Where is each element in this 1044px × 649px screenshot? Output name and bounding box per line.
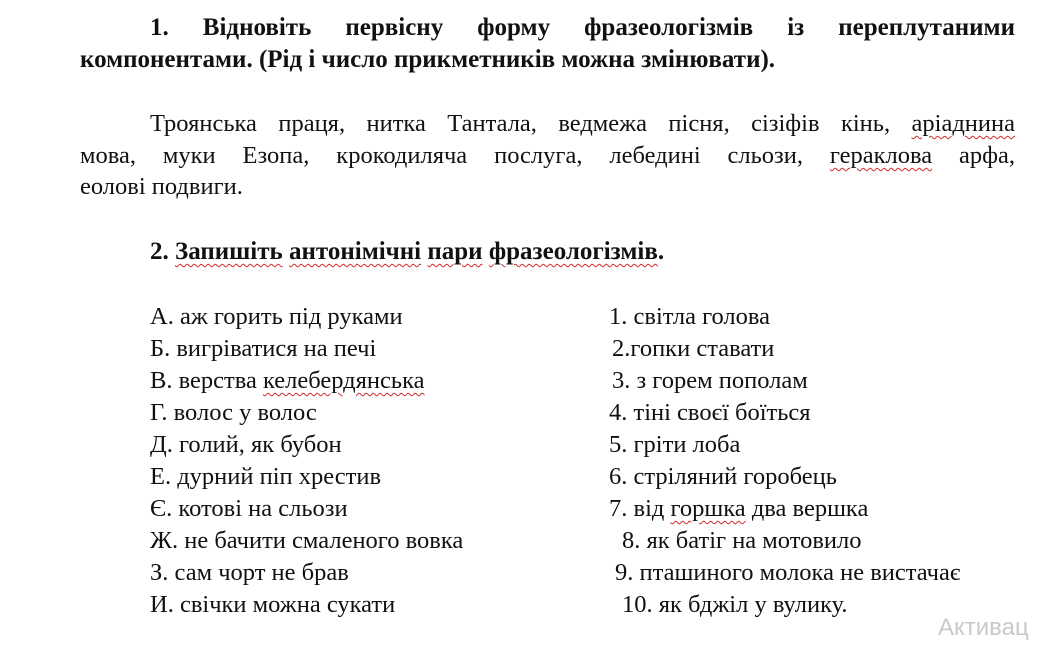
left-item-a: А. аж горить під руками xyxy=(150,303,403,330)
task1-text-line2-c: арфа, xyxy=(932,142,1016,169)
task1-text-line3: еолові подвиги. xyxy=(80,173,243,200)
right-item-8: 8. як батіг на мотовило xyxy=(622,527,862,554)
task1-text-line1-a: Троянська праця, нитка Тантала, ведмежа пісня, сізіфів кінь, xyxy=(150,110,912,137)
left-item-y: И. свічки можна сукати xyxy=(150,591,396,618)
left-item-ye: Є. котові на сльози xyxy=(150,495,348,522)
left-item-v-misspelled: келебердянська xyxy=(262,367,425,394)
task1-title-line1: 1. Відновіть первісну форму фразеологізмів із переплутаними xyxy=(150,14,1015,41)
right-item-7-misspelled: горшка xyxy=(670,495,746,522)
right-item-5: 5. гріти лоба xyxy=(609,431,741,458)
task2-title-end: . xyxy=(657,238,665,265)
left-item-v-text: В. верства xyxy=(150,367,263,394)
right-item-7-text: 7. від xyxy=(609,495,671,522)
task1-text-line1-misspelled: аріаднина xyxy=(911,110,1015,137)
left-item-v xyxy=(150,365,424,396)
task2-title xyxy=(150,236,664,268)
task2-title-word2: антонімічні xyxy=(288,238,422,265)
task1-text-line1 xyxy=(80,108,1015,139)
left-item-zh: Ж. не бачити смаленого вовка xyxy=(150,527,464,554)
right-item-2: 2.гопки ставати xyxy=(612,335,775,362)
right-item-6: 6. стріляний горобець xyxy=(609,463,837,490)
task1-text-line2-misspelled: гераклова xyxy=(829,142,933,169)
left-item-z: З. сам чорт не брав xyxy=(150,559,349,586)
left-item-h: Г. волос у волос xyxy=(150,399,317,426)
left-item-e: Е. дурний піп хрестив xyxy=(150,463,382,490)
task1-title-line2: компонентами. (Рід і число прикметників можна змінювати). xyxy=(80,46,776,73)
activation-watermark: Активац xyxy=(938,614,1029,641)
right-item-10: 10. як бджіл у вулику. xyxy=(622,591,848,618)
right-item-4: 4. тіні своєї боїться xyxy=(609,399,811,426)
task2-title-word1: Запишіть xyxy=(175,238,283,265)
task1-text-line2 xyxy=(80,140,1015,171)
left-item-d: Д. голий, як бубон xyxy=(150,431,342,458)
right-item-3: 3. з горем пополам xyxy=(612,367,808,394)
task2-title-word4: фразеологізмів xyxy=(488,238,658,265)
task1-text-line2-a: мова, муки Езопа, крокодиляча послуга, лебедині сльози, xyxy=(80,142,830,169)
task2-title-word3: пари xyxy=(427,238,483,265)
task2-title-num: 2. xyxy=(150,238,175,265)
right-item-7-tail: два вершка xyxy=(745,495,869,522)
right-item-7 xyxy=(609,493,868,524)
right-item-1: 1. світла голова xyxy=(609,303,771,330)
left-item-b: Б. вигріватися на печі xyxy=(150,335,377,362)
right-item-9: 9. пташиного молока не вистачає xyxy=(615,559,961,586)
